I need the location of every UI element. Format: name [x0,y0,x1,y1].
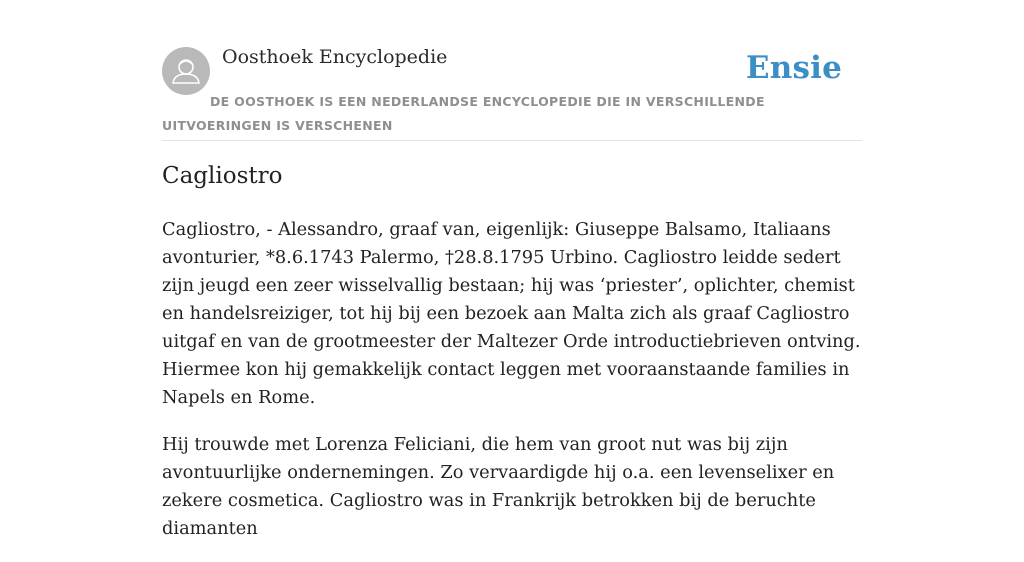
article-title: Cagliostro [162,163,283,189]
site-name[interactable]: Oosthoek Encyclopedie [222,46,448,68]
page-container [162,0,862,539]
article-body [162,216,868,562]
user-icon[interactable] [162,47,210,95]
site-description: DE OOSTHOEK IS EEN NEDERLANDSE ENCYCLOPEDIE DIE IN VERSCHILLENDE UITVOERINGEN IS VERSCHENEN [162,94,765,133]
article-paragraph: Hij trouwde met Lorenza Feliciani, die hem van groot nut was bij zijn avontuurlijke ondernemingen. Zo vervaardigde hij o.a. een levenselixer en zekere cosmetica. Cagliostro was in Frankrijk betrokken bij de beruchte diamanten [162,434,835,539]
site-header [162,0,862,141]
ensie-logo[interactable]: Ensie [745,50,842,86]
avatar-graphic [162,47,210,95]
article-paragraph: Cagliostro, - Alessandro, graaf van, eigenlijk: Giuseppe Balsamo, Italiaans avonturier, *8.6.1743 Palermo, †28.8.1795 Urbino. Cagliostro leidde sedert zijn jeugd een zeer wisselvallig bestaan; hij was ‘priester’, oplichter, chemist en handelsreiziger, tot hij bij een bezoek aan Malta zich als graaf Cagliostro uitgaf en van de grootmeester der Maltezer Orde introductiebrieven ontving. Hiermee kon hij gemakkelijk contact leggen met vooraanstaande families in Napels en Rome. [162,219,861,408]
